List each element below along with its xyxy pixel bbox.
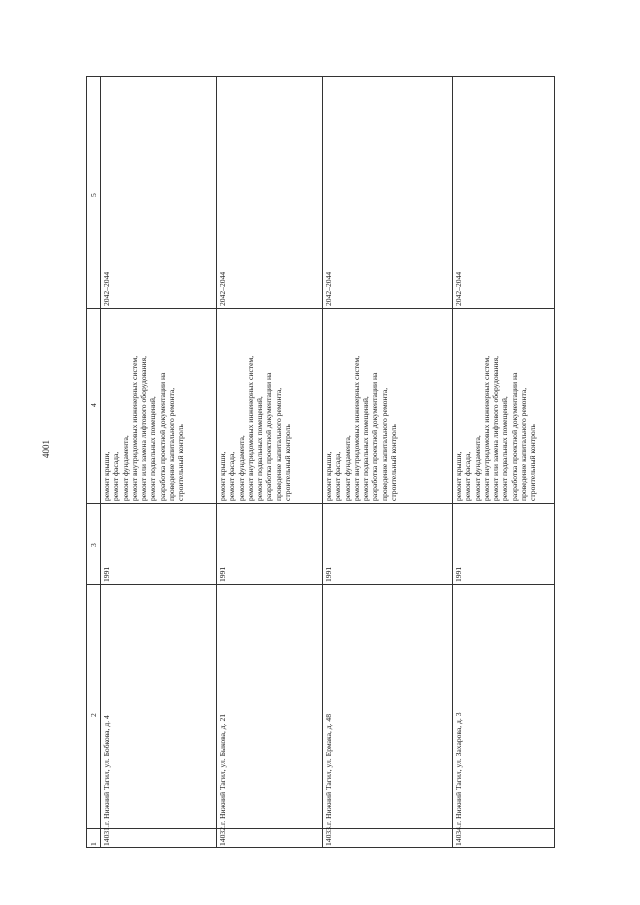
work-item: ремонт фасада, — [463, 451, 473, 501]
work-item: ремонт фундамента, — [236, 435, 246, 501]
work-item: ремонт внутридомовых инженерных систем, — [481, 355, 491, 501]
work-item: ремонт подвальных помещений, — [500, 396, 510, 501]
work-item: строительный контроль — [389, 424, 399, 501]
works-list — [102, 356, 186, 501]
work-item: ремонт подвальных помещений, — [361, 396, 371, 501]
work-item: ремонт фасада, — [227, 451, 237, 501]
column-divider — [100, 77, 101, 847]
work-item: строительный контроль — [528, 424, 538, 501]
work-item: ремонт внутридомовых инженерных систем, — [129, 355, 139, 501]
work-item: ремонт подвальных помещений, — [148, 396, 158, 501]
column-divider — [322, 77, 323, 847]
work-item: проведение капитального ремонта, — [167, 387, 177, 501]
works-list — [454, 356, 538, 501]
row-id: 14032. — [218, 825, 227, 846]
work-item: ремонт подвальных помещений, — [255, 396, 265, 501]
repair-period: 2042–2044 — [102, 271, 111, 306]
address: г. Нижний Тагил, ул. Захарова, д. 3 — [454, 712, 463, 825]
address: г. Нижний Тагил, ул. Бобкова, д. 4 — [102, 715, 111, 825]
column-divider — [452, 77, 453, 847]
work-item: ремонт внутридомовых инженерных систем, — [245, 355, 255, 501]
work-item: ремонт или замена лифтового оборудования, — [491, 356, 501, 501]
column-divider — [87, 584, 554, 585]
work-item: ремонт фундамента, — [120, 435, 130, 501]
work-item: строительный контроль — [283, 424, 293, 501]
column-divider — [87, 828, 554, 829]
column-number-label: 1 — [89, 842, 98, 846]
work-item: разработка проектной документации на — [157, 372, 167, 501]
work-item: строительный контроль — [176, 424, 186, 501]
page-number: 4001 — [41, 440, 51, 458]
repair-schedule-table — [86, 76, 555, 848]
work-item: ремонт или замена лифтового оборудования, — [139, 356, 149, 501]
column-divider — [87, 503, 554, 504]
row-id: 14033. — [324, 825, 333, 846]
address: г. Нижний Тагил, ул. Быкова, д. 21 — [218, 713, 227, 825]
column-divider — [216, 77, 217, 847]
row-id: 14031. — [102, 825, 111, 846]
work-item: ремонт фасада, — [111, 451, 121, 501]
build-year: 1991 — [454, 566, 463, 582]
work-item: ремонт крыши, — [454, 451, 463, 501]
work-item: разработка проектной документации на — [370, 372, 380, 501]
work-item: ремонт крыши, — [324, 451, 333, 501]
work-item: проведение капитального ремонта, — [379, 387, 389, 501]
repair-period: 2042–2044 — [454, 271, 463, 306]
work-item: ремонт внутридомовых инженерных систем, — [351, 355, 361, 501]
address: г. Нижний Тагил, ул. Ермака, д. 48 — [324, 713, 333, 825]
repair-period: 2042–2044 — [218, 271, 227, 306]
work-item: ремонт крыши, — [102, 451, 111, 501]
column-number-label: 5 — [89, 193, 98, 197]
work-item: разработка проектной документации на — [264, 372, 274, 501]
column-number-label: 2 — [89, 713, 98, 717]
works-list — [218, 356, 292, 501]
works-list — [324, 356, 398, 501]
build-year: 1991 — [324, 566, 333, 582]
repair-period: 2042–2044 — [324, 271, 333, 306]
column-number-label: 3 — [89, 543, 98, 547]
column-number-label: 4 — [89, 403, 98, 407]
build-year: 1991 — [102, 566, 111, 582]
build-year: 1991 — [218, 566, 227, 582]
work-item: ремонт фасада, — [333, 451, 343, 501]
work-item: ремонт фундамента, — [342, 435, 352, 501]
column-divider — [87, 308, 554, 309]
work-item: ремонт фундамента, — [472, 435, 482, 501]
work-item: проведение капитального ремонта, — [273, 387, 283, 501]
work-item: проведение капитального ремонта, — [519, 387, 529, 501]
row-id: 14034. — [454, 825, 463, 846]
work-item: разработка проектной документации на — [509, 372, 519, 501]
work-item: ремонт крыши, — [218, 451, 227, 501]
